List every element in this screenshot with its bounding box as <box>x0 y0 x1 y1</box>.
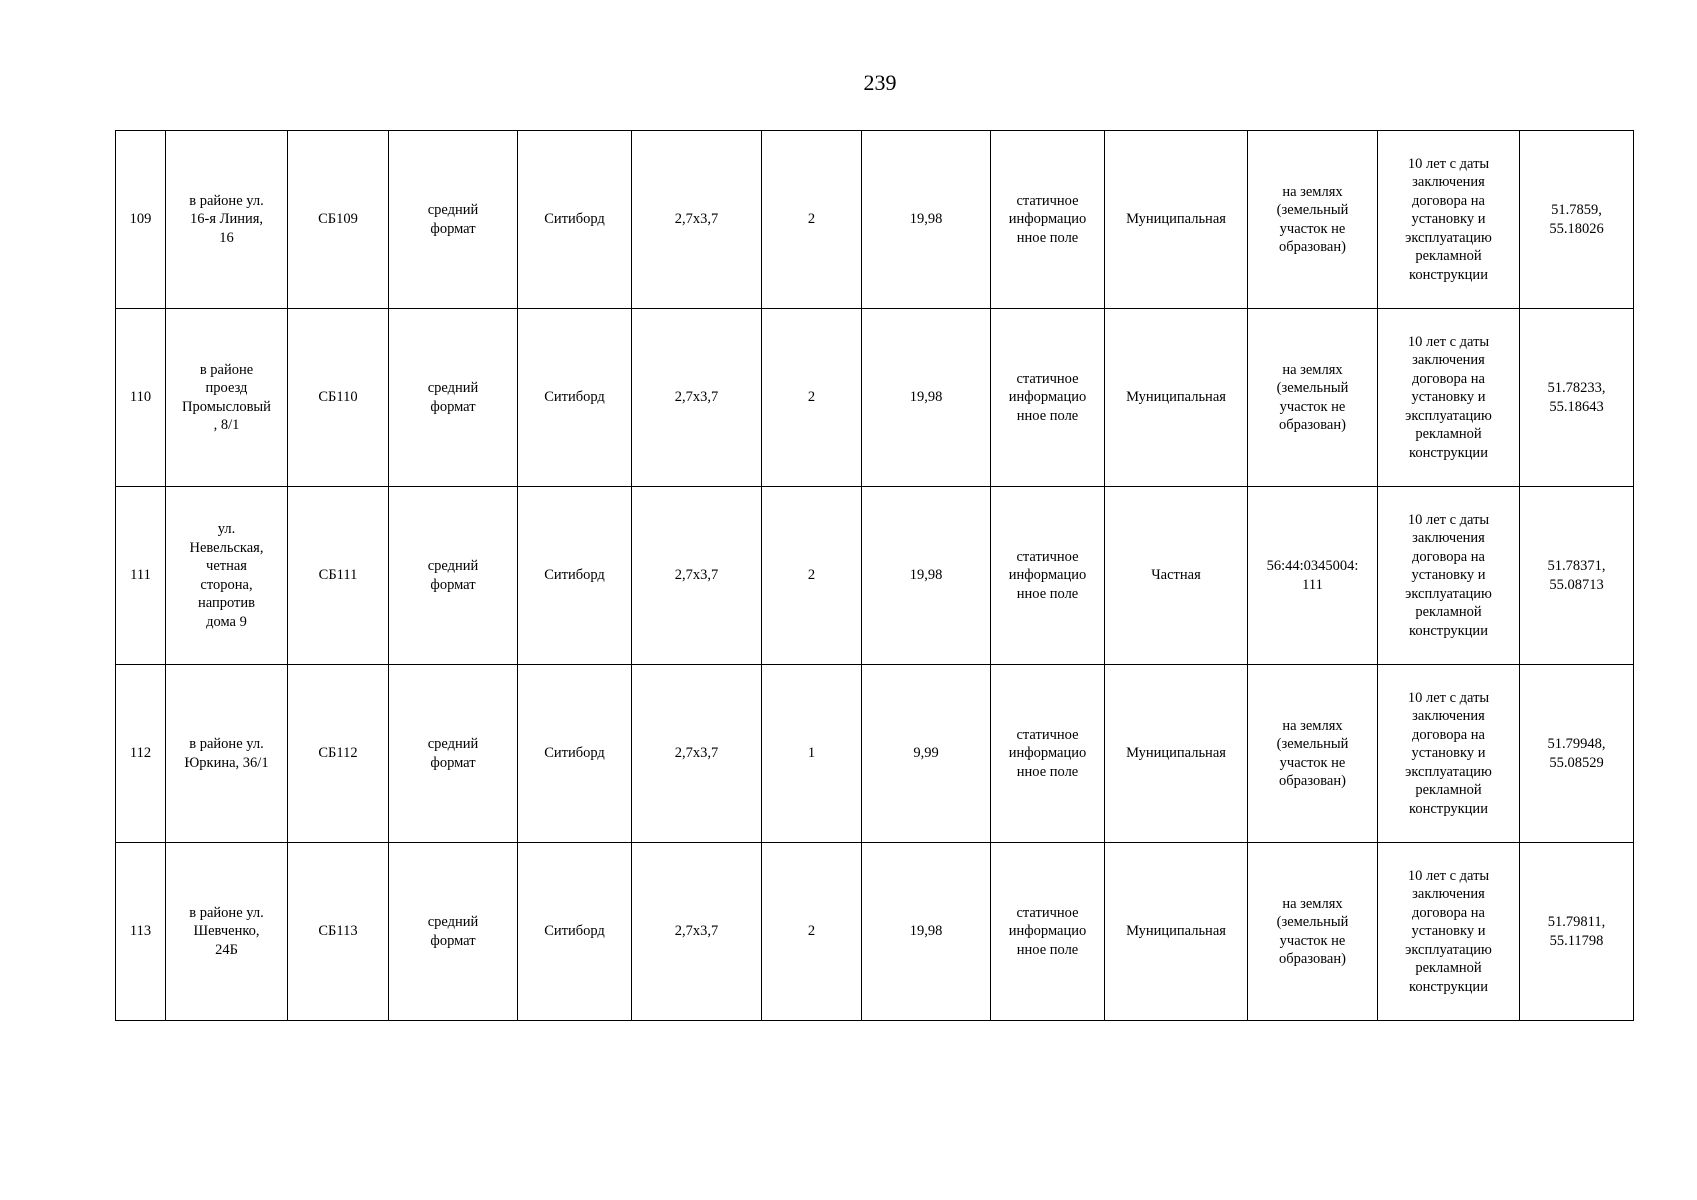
area-cell: 19,98 <box>862 131 991 309</box>
structure-type-cell: Ситиборд <box>518 843 632 1021</box>
structure-type-cell: Ситиборд <box>518 487 632 665</box>
format-cell: средний формат <box>389 665 518 843</box>
land-plot-cell: на землях (земельный участок не образован) <box>1248 665 1378 843</box>
land-plot-cell: на землях (земельный участок не образован) <box>1248 309 1378 487</box>
format-cell: средний формат <box>389 843 518 1021</box>
ownership-cell: Муниципальная <box>1105 309 1248 487</box>
coordinates-cell: 51.7859, 55.18026 <box>1520 131 1634 309</box>
area-cell: 19,98 <box>862 843 991 1021</box>
land-plot-cell: на землях (земельный участок не образован) <box>1248 843 1378 1021</box>
structure-type-cell: Ситиборд <box>518 665 632 843</box>
coordinates-cell: 51.79811, 55.11798 <box>1520 843 1634 1021</box>
land-plot-cell: на землях (земельный участок не образован) <box>1248 131 1378 309</box>
ownership-cell: Частная <box>1105 487 1248 665</box>
coordinates-cell: 51.78371, 55.08713 <box>1520 487 1634 665</box>
table-row <box>116 309 1634 487</box>
format-cell: средний формат <box>389 487 518 665</box>
ownership-cell: Муниципальная <box>1105 665 1248 843</box>
location-cell: ул. Невельская, четная сторона, напротив дома 9 <box>166 487 288 665</box>
sides-cell: 2 <box>762 309 862 487</box>
structure-type-cell: Ситиборд <box>518 309 632 487</box>
location-cell: в районе ул. 16-я Линия, 16 <box>166 131 288 309</box>
sides-cell: 2 <box>762 487 862 665</box>
size-cell: 2,7х3,7 <box>632 309 762 487</box>
size-cell: 2,7х3,7 <box>632 843 762 1021</box>
advertising-structures-table <box>115 130 1634 1021</box>
structure-code-cell: СБ111 <box>288 487 389 665</box>
location-cell: в районе ул. Юркина, 36/1 <box>166 665 288 843</box>
location-cell: в районе проезд Промысловый , 8/1 <box>166 309 288 487</box>
area-cell: 19,98 <box>862 487 991 665</box>
table-row <box>116 131 1634 309</box>
table-row <box>116 487 1634 665</box>
structure-type-cell: Ситиборд <box>518 131 632 309</box>
area-cell: 9,99 <box>862 665 991 843</box>
row-number: 110 <box>116 309 166 487</box>
location-cell: в районе ул. Шевченко, 24Б <box>166 843 288 1021</box>
sides-cell: 2 <box>762 131 862 309</box>
term-cell: 10 лет с даты заключения договора на установку и эксплуатацию рекламной конструкции <box>1378 309 1520 487</box>
structure-code-cell: СБ110 <box>288 309 389 487</box>
term-cell: 10 лет с даты заключения договора на установку и эксплуатацию рекламной конструкции <box>1378 131 1520 309</box>
area-cell: 19,98 <box>862 309 991 487</box>
row-number: 109 <box>116 131 166 309</box>
info-field-cell: статичное информацио нное поле <box>991 843 1105 1021</box>
row-number: 111 <box>116 487 166 665</box>
structure-code-cell: СБ112 <box>288 665 389 843</box>
page-number: 239 <box>863 70 897 95</box>
size-cell: 2,7х3,7 <box>632 131 762 309</box>
format-cell: средний формат <box>389 131 518 309</box>
info-field-cell: статичное информацио нное поле <box>991 487 1105 665</box>
row-number: 113 <box>116 843 166 1021</box>
ownership-cell: Муниципальная <box>1105 131 1248 309</box>
coordinates-cell: 51.79948, 55.08529 <box>1520 665 1634 843</box>
structure-code-cell: СБ109 <box>288 131 389 309</box>
format-cell: средний формат <box>389 309 518 487</box>
term-cell: 10 лет с даты заключения договора на установку и эксплуатацию рекламной конструкции <box>1378 487 1520 665</box>
table-row <box>116 843 1634 1021</box>
info-field-cell: статичное информацио нное поле <box>991 665 1105 843</box>
term-cell: 10 лет с даты заключения договора на установку и эксплуатацию рекламной конструкции <box>1378 665 1520 843</box>
sides-cell: 2 <box>762 843 862 1021</box>
info-field-cell: статичное информацио нное поле <box>991 131 1105 309</box>
structure-code-cell: СБ113 <box>288 843 389 1021</box>
info-field-cell: статичное информацио нное поле <box>991 309 1105 487</box>
ownership-cell: Муниципальная <box>1105 843 1248 1021</box>
row-number: 112 <box>116 665 166 843</box>
size-cell: 2,7х3,7 <box>632 665 762 843</box>
term-cell: 10 лет с даты заключения договора на установку и эксплуатацию рекламной конструкции <box>1378 843 1520 1021</box>
table-row <box>116 665 1634 843</box>
size-cell: 2,7х3,7 <box>632 487 762 665</box>
coordinates-cell: 51.78233, 55.18643 <box>1520 309 1634 487</box>
land-plot-cell: 56:44:0345004: 111 <box>1248 487 1378 665</box>
sides-cell: 1 <box>762 665 862 843</box>
